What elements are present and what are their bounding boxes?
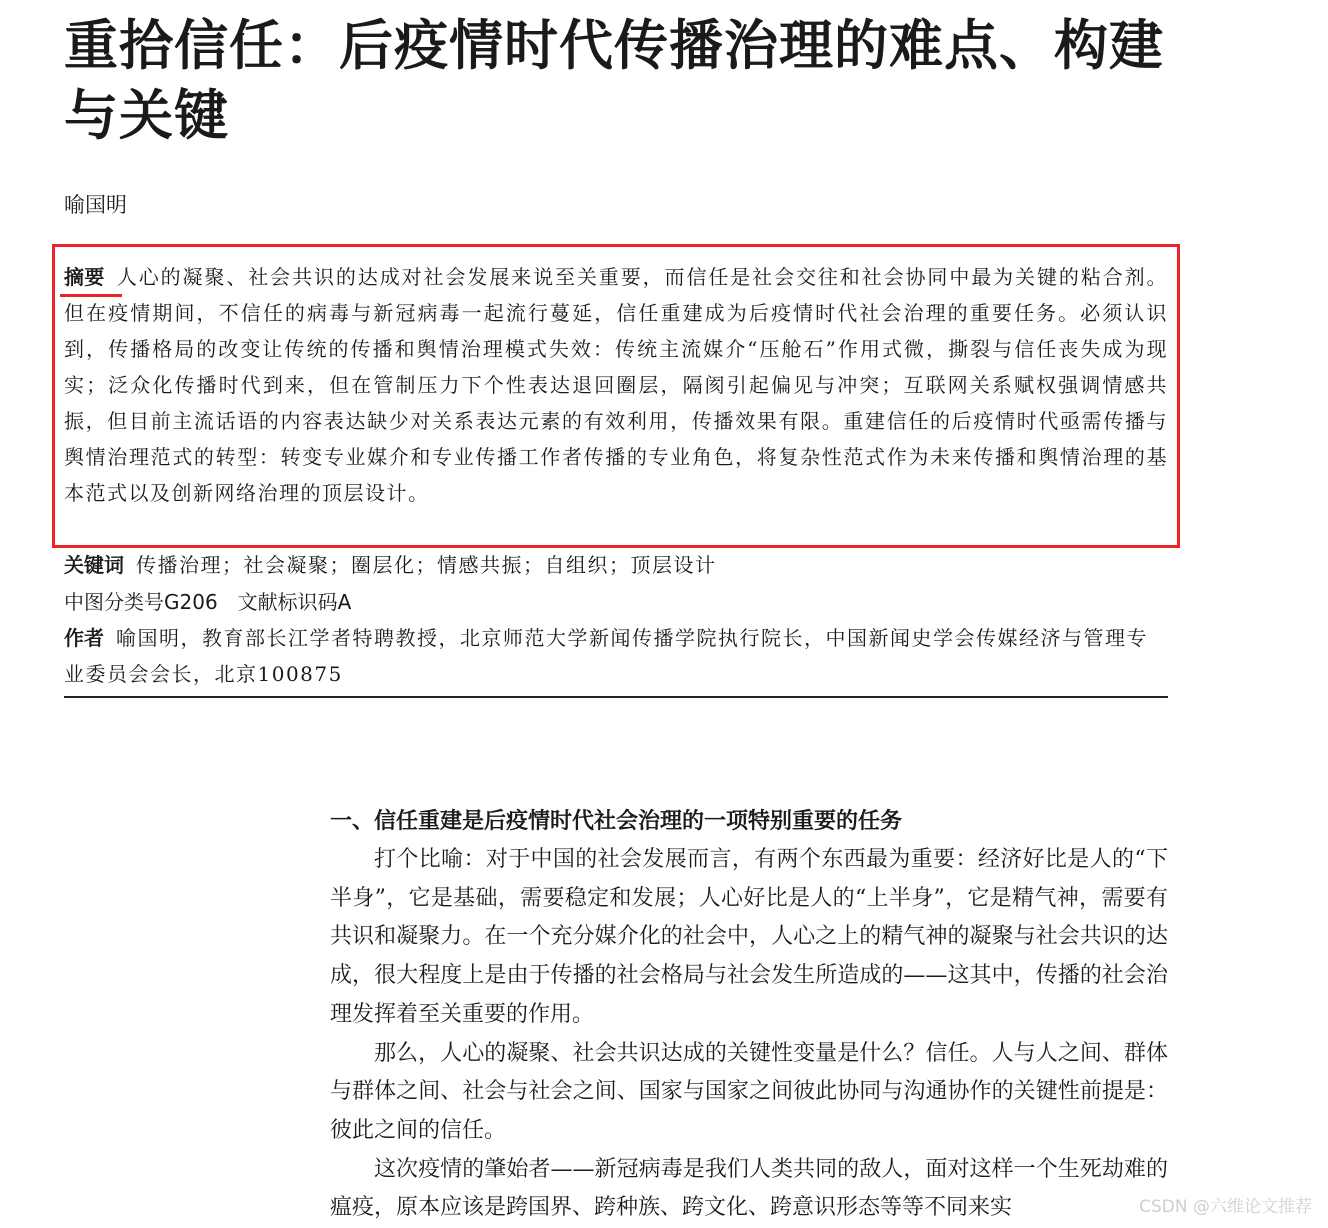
abstract-body: 人心的凝聚、社会共识的达成对社会发展来说至关重要，而信任是社会交往和社会协同中最为关键的粘合剂。但在疫情期间，不信任的病毒与新冠病毒一起流行蔓延，信任重建成为后疫情时代社会治理的重要任务。必须认识到，传播格局的改变让传统的传播和舆情治理模式失效：传统主流媒介“压舱石”作用式微，撕裂与信任丧失成为现实；泛众化传播时代到来，但在管制压力下个性表达退回圈层，隔阂引起偏见与冲突；互联网关系赋权强调情感共振，但目前主流话语的内容表达缺少对关系表达元素的有效利用，传播效果有限。重建信任的后疫情时代亟需传播与舆情治理范式的转型：转变专业媒介和专业传播工作者传播的专业角色，将复杂性范式作为未来传播和舆情治理的基本范式以及创新网络治理的顶层设计。 — [64, 265, 1169, 505]
body-paragraph: 打个比喻：对于中国的社会发展而言，有两个东西最为重要：经济好比是人的“下半身”，它是基础，需要稳定和发展；人心好比是人的“上半身”，它是精气神，需要有共识和凝聚力。在一个充分媒介化的社会中，人心之上的精气神的凝聚与社会共识的达成，很大程度上是由于传播的社会格局与社会发生所造成的——这其中，传播的社会治理发挥着至关重要的作用。 — [330, 847, 1168, 1027]
keywords-label: 关键词 — [64, 553, 124, 577]
section-body — [330, 841, 1168, 1228]
author-info-text: 喻国明，教育部长江学者特聘教授，北京师范大学新闻传播学院执行院长，中国新闻史学会传媒经济与管理专业委员会会长，北京100875 — [64, 626, 1148, 686]
keywords-text: 传播治理；社会凝聚；圈层化；情感共振；自组织；顶层设计 — [136, 553, 717, 577]
author-info — [64, 620, 1168, 692]
body-paragraph: 那么，人心的凝聚、社会共识达成的关键性变量是什么？信任。人与人之间、群体与群体之间、社会与社会之间、国家与国家之间彼此协同与沟通协作的关键性前提是：彼此之间的信任。 — [330, 1040, 1168, 1143]
classification — [64, 584, 1168, 620]
author-info-label: 作者 — [64, 626, 104, 650]
abstract-label: 摘要 — [64, 265, 105, 289]
clc-number: 中图分类号G206 — [64, 590, 218, 614]
body-paragraph: 这次疫情的肇始者——新冠病毒是我们人类共同的敌人，面对这样一个生死劫难的瘟疫，原本应该是跨国界、跨种族、跨文化、跨意识形态等等不同来实 — [330, 1156, 1168, 1221]
keywords — [64, 547, 1168, 583]
divider-rule — [64, 696, 1168, 698]
document-code: 文献标识码A — [237, 590, 352, 614]
abstract — [64, 259, 1168, 511]
section-heading: 一、信任重建是后疫情时代社会治理的一项特别重要的任务 — [330, 809, 903, 834]
author-name: 喻国明 — [64, 193, 127, 217]
article-title: 重拾信任：后疫情时代传播治理的难点、构建与关键 — [64, 13, 1164, 147]
watermark: CSDN @六维论文推荐 — [1139, 1197, 1312, 1217]
